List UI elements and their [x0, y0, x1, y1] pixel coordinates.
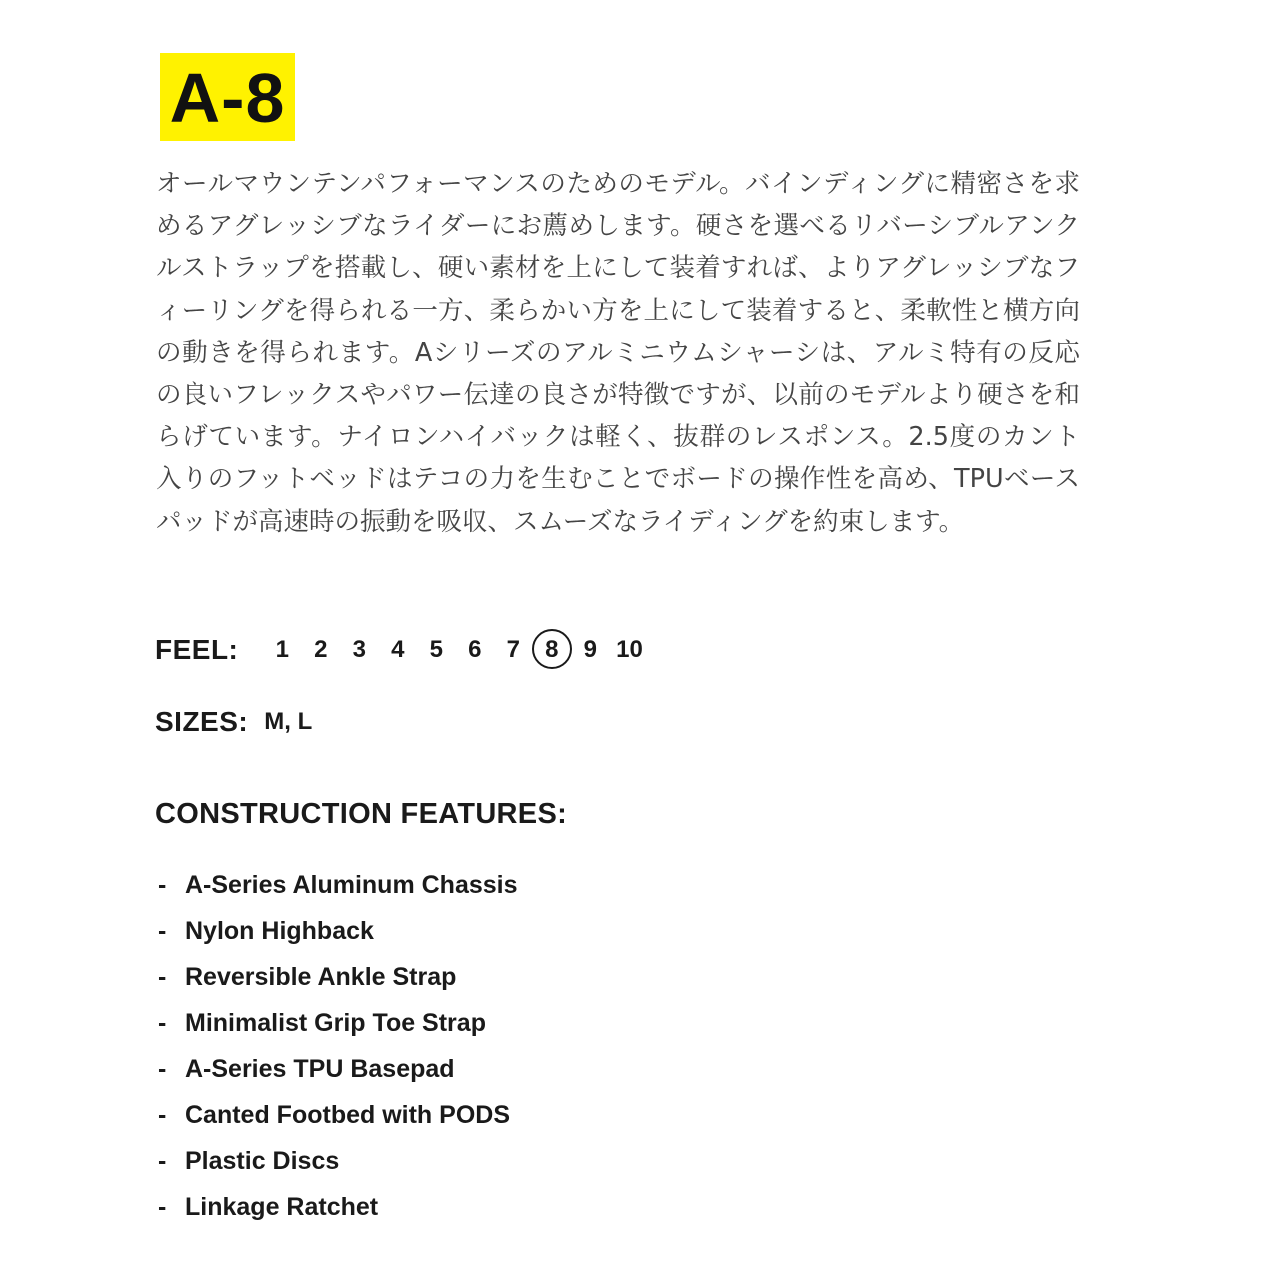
- feel-value-7: 7: [506, 636, 520, 663]
- feel-value-5: 5: [429, 636, 443, 663]
- feature-label: Minimalist Grip Toe Strap: [185, 1008, 486, 1037]
- feature-label: Reversible Ankle Strap: [185, 962, 457, 991]
- feature-item: [158, 954, 518, 1000]
- feature-label: Linkage Ratchet: [185, 1192, 379, 1221]
- feature-label: A-Series TPU Basepad: [185, 1054, 455, 1083]
- feature-label: Nylon Highback: [185, 916, 374, 945]
- feel-value-3: 3: [352, 636, 366, 663]
- feel-label: FEEL:: [155, 634, 239, 665]
- feel-value-8: 8: [533, 626, 572, 674]
- feature-item: [158, 1046, 518, 1092]
- feel-value-2: 2: [314, 636, 328, 663]
- feel-rating: [155, 626, 650, 674]
- bullet-dash: -: [158, 1192, 167, 1221]
- bullet-dash: -: [158, 1054, 167, 1083]
- bullet-dash: -: [158, 916, 167, 945]
- sizes-value: M, L: [264, 708, 313, 735]
- feature-item: [158, 862, 518, 908]
- bullet-dash: -: [158, 870, 167, 899]
- bullet-dash: -: [158, 962, 167, 991]
- feature-item: [158, 908, 518, 954]
- feature-label: A-Series Aluminum Chassis: [185, 870, 518, 899]
- feature-item: [158, 1000, 518, 1046]
- feature-label: Canted Footbed with PODS: [185, 1100, 510, 1129]
- construction-heading: CONSTRUCTION FEATURES:: [155, 798, 568, 830]
- feel-value-1: 1: [275, 636, 289, 663]
- feel-value-4: 4: [391, 636, 405, 663]
- sizes-row: [155, 702, 312, 742]
- feel-value-6: 6: [468, 636, 482, 663]
- bullet-dash: -: [158, 1100, 167, 1129]
- feature-item: [158, 1092, 518, 1138]
- product-title: A-8: [169, 59, 286, 137]
- bullet-dash: -: [158, 1008, 167, 1037]
- bullet-dash: -: [158, 1146, 167, 1175]
- feature-item: [158, 1184, 518, 1230]
- feel-value-9: 9: [583, 636, 597, 663]
- features-list: [158, 862, 518, 1230]
- feel-scale: [263, 626, 650, 674]
- feel-value-10: 10: [616, 636, 643, 663]
- product-description: オールマウンテンパフォーマンスのためのモデル。バインディングに精密さを求めるアグレッシブなライダーにお薦めします。硬さを選べるリバーシブルアンクルストラップを搭載し、硬い素材を上にして装着すれば、よりアグレッシブなフィーリングを得られる一方、柔らかい方を上にして装着すると、柔軟性と横方向の動きを得られます。Aシリーズのアルミニウムシャーシは、アルミ特有の反応の良いフレックスやパワー伝達の良さが特徴ですが、以前のモデルより硬さを和らげています。ナイロンハイバックは軽く、抜群のレスポンス。2.5度のカント入りのフットベッドはテコの力を生むことでボードの操作性を高め、TPUベースパッドが高速時の振動を吸収、スムーズなライディングを約束します。: [156, 169, 1080, 537]
- sizes-label: SIZES:: [155, 706, 249, 737]
- feature-label: Plastic Discs: [185, 1146, 340, 1175]
- title-badge: [160, 53, 295, 141]
- feature-item: [158, 1138, 518, 1184]
